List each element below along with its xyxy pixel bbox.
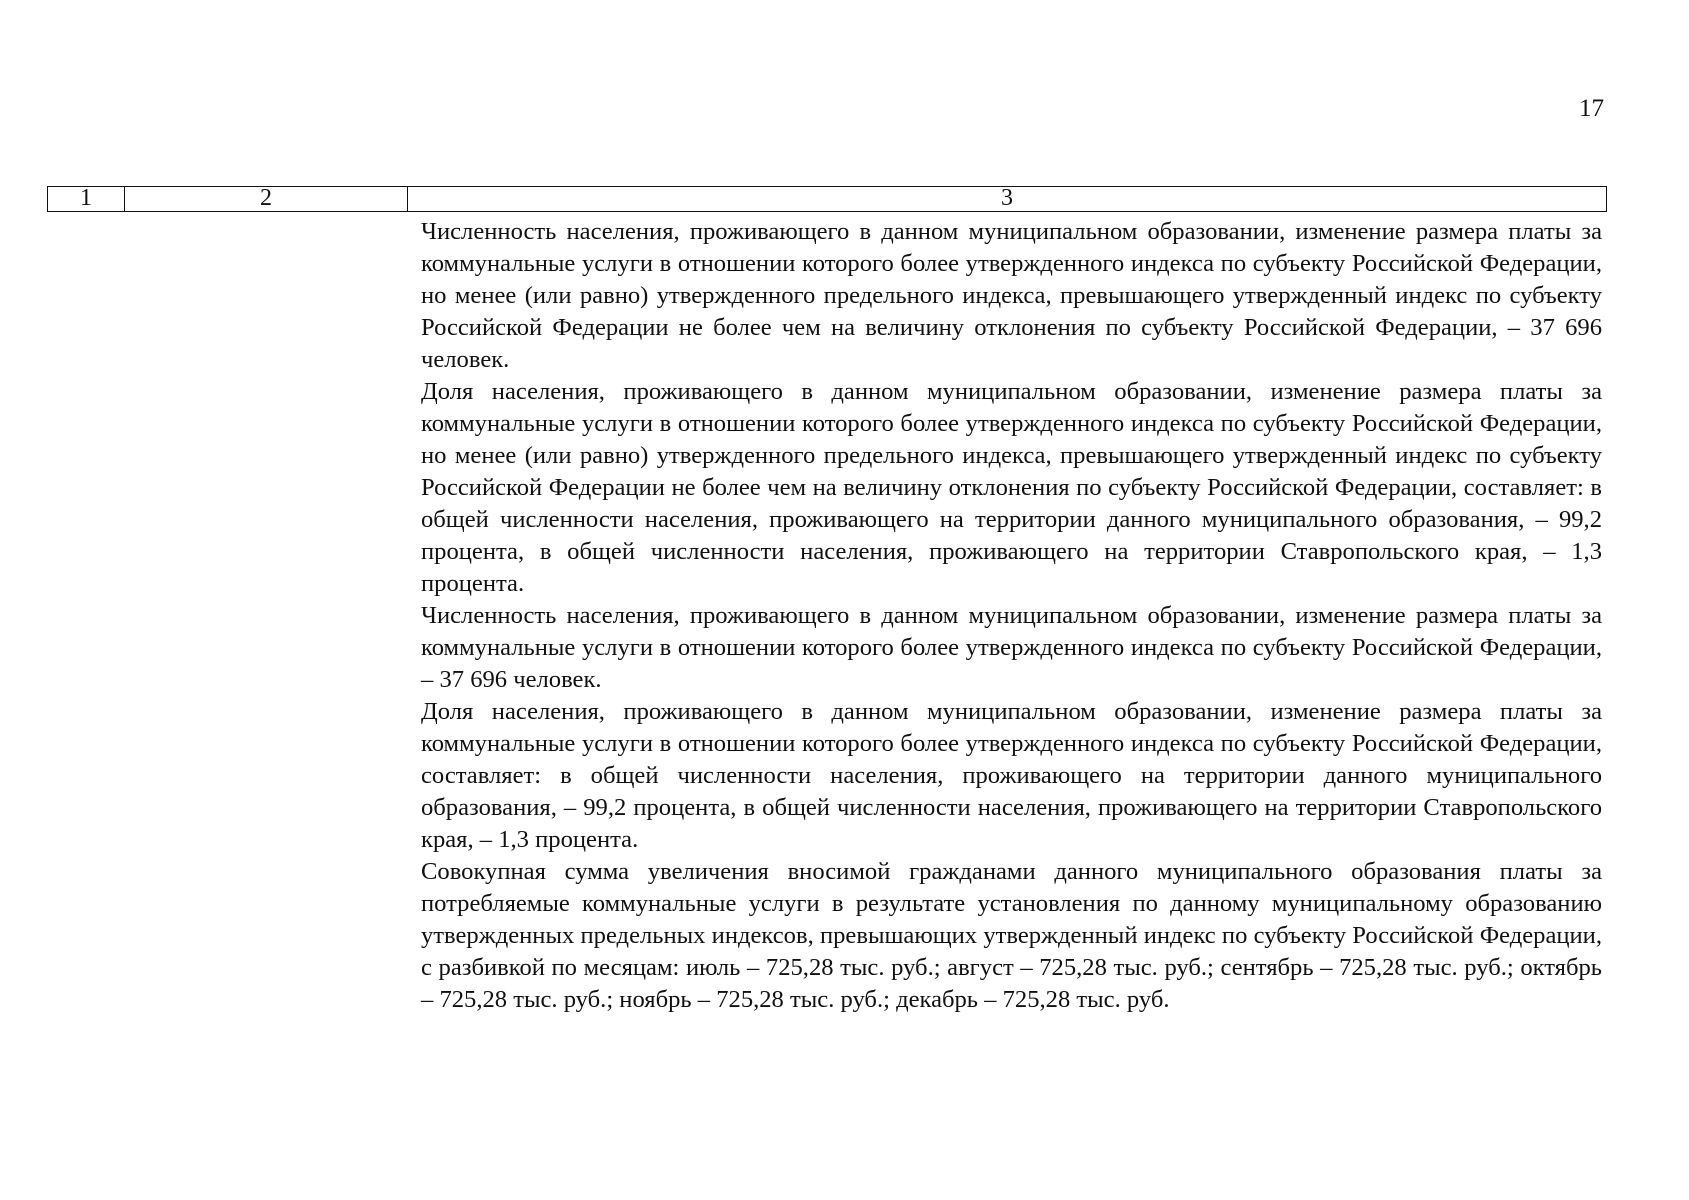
table-header-row [47, 186, 1607, 212]
table-body-column-3 [421, 216, 1602, 1016]
column-number-2: 2 [125, 187, 408, 211]
paragraph-population-share-above-index: Доля населения, проживающего в данном муниципальном образовании, изменение размера платы за коммунальные услуги в отношении которого более утвержденного индекса по субъекту Российской Федерации, но менее (или равно) утвержденного предельного индекса, превышающего утвержденный индекс по субъекту Российской Федерации не более чем на величину отклонения по субъекту Российской Федерации, составляет: в общей численности населения, проживающего на территории данного муниципального образования, – 99,2 процента, в общей численности населения, проживающего на территории Ставропольского края, – 1,3 процента. [421, 378, 1602, 597]
paragraph-payment-increase-by-month: Совокупная сумма увеличения вносимой гражданами данного муниципального образования платы за потребляемые коммунальные услуги в результате установления по данному муниципальному образованию утвержденных предельных индексов, превышающих утвержденный индекс по субъекту Российской Федерации, с разбивкой по месяцам: июль – 725,28 тыс. руб.; август – 725,28 тыс. руб.; сентябрь – 725,28 тыс. руб.; октябрь – 725,28 тыс. руб.; ноябрь – 725,28 тыс. руб.; декабрь – 725,28 тыс. руб. [421, 858, 1602, 1013]
paragraph-population-count-above-index: Численность населения, проживающего в данном муниципальном образовании, изменение размера платы за коммунальные услуги в отношении которого более утвержденного индекса по субъекту Российской Федерации, но менее (или равно) утвержденного предельного индекса, превышающего утвержденный индекс по субъекту Российской Федерации не более чем на величину отклонения по субъекту Российской Федерации, – 37 696 человек. [421, 218, 1602, 373]
column-number-3: 3 [1001, 185, 1013, 211]
page-number: 17 [1579, 95, 1604, 122]
paragraph-population-share: Доля населения, проживающего в данном муниципальном образовании, изменение размера платы за коммунальные услуги в отношении которого более утвержденного индекса по субъекту Российской Федерации, составляет: в общей численности населения, проживающего на территории данного муниципального образования, – 99,2 процента, в общей численности населения, проживающего на территории Ставропольского края, – 1,3 процента. [421, 698, 1602, 853]
paragraph-population-count: Численность населения, проживающего в данном муниципальном образовании, изменение размера платы за коммунальные услуги в отношении которого более утвержденного индекса по субъекту Российской Федерации, – 37 696 человек. [421, 602, 1602, 693]
column-number-1: 1 [48, 187, 125, 211]
